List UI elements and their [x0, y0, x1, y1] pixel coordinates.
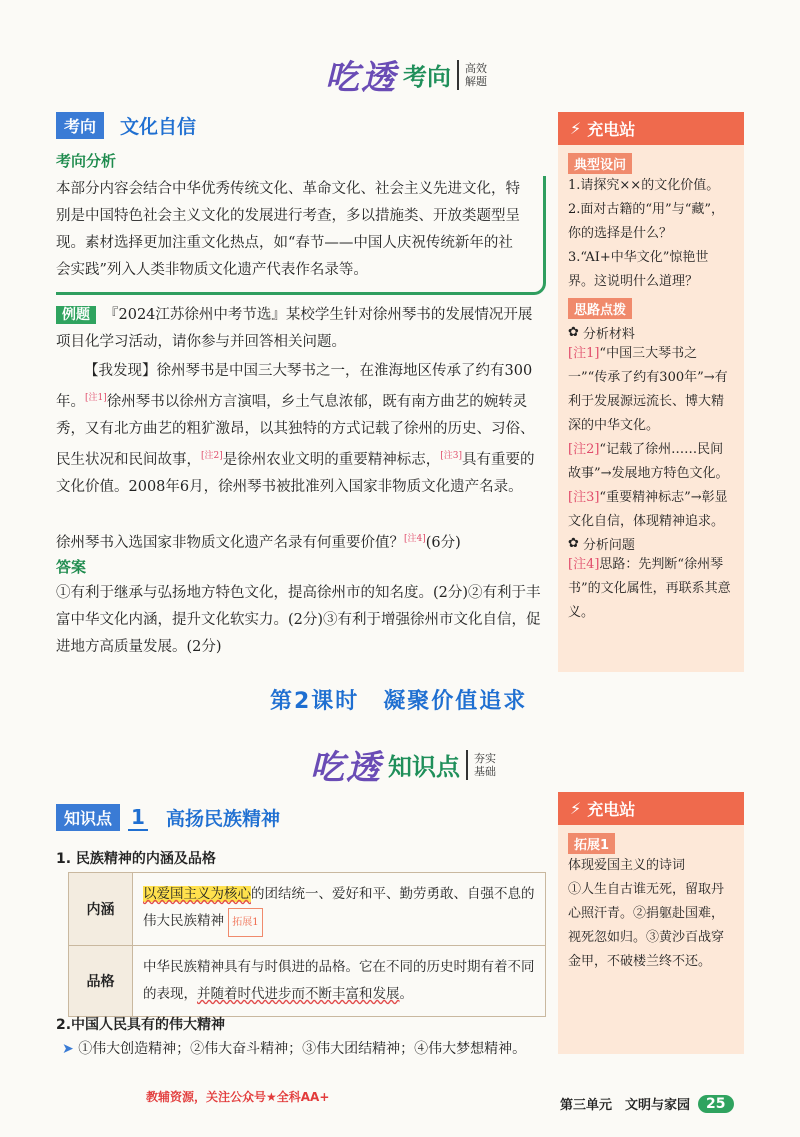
answer-text: ①有利于继承与弘扬地方特色文化，提高徐州市的知名度。(2分)②有利于丰富中华文化内涵，提升文化软实力。(2分)③有利于增强徐州市文化自信，促进地方高质量发展。(2分) — [56, 585, 541, 655]
expand-tag: 拓展1 — [568, 833, 615, 854]
typical-q1: 1.请探究××的文化价值。 — [568, 178, 720, 193]
knowledge-number: 1 — [128, 805, 148, 831]
typical-question-tag: 典型设问 — [568, 153, 632, 174]
gear-icon: ✿ — [568, 325, 579, 340]
brand-logo: 吃透 — [310, 748, 382, 788]
knowledge-sub1: 1. 民族精神的内涵及品格 — [56, 851, 216, 867]
row-head-pinge: 品格 — [69, 946, 133, 1017]
section-heading — [56, 112, 196, 139]
analysis-heading: 考向分析 — [56, 152, 117, 170]
row-body-neihan: 以爱国主义为核心的团结统一、爱好和平、勤劳勇敢、自强不息的伟大民族精神 拓展1 — [133, 873, 546, 946]
note-marker-1: [注1] — [85, 393, 107, 403]
analyze-question: ✿ 分析问题 — [568, 536, 635, 553]
header-subtitle: 夯实 基础 — [474, 751, 496, 778]
example-source: 『2024江苏徐州中考节选』某校学生针对徐州琴书的发展情况开展项目化学习活动，请你参与并回答相关问题。 — [56, 307, 533, 350]
spirits-list: ➤ ①伟大创造精神；②伟大奋斗精神；③伟大团结精神；④伟大梦想精神。 — [62, 1041, 527, 1057]
sidebar-title: ⚡ 充电站 — [558, 792, 744, 825]
typical-q2: 2.面对古籍的“用”与“藏”，你的选择是什么？ — [568, 202, 724, 241]
knowledge-title: 高扬民族精神 — [165, 808, 280, 830]
knowledge-heading — [56, 804, 280, 831]
sidebar-note-4: [注4]思路：先判断“徐州琴书”的文化属性，再联系其意义。 — [568, 557, 731, 620]
header-divider — [457, 60, 459, 90]
typical-q3: 3.“AI+中华文化”惊艳世界。这说明什么道理？ — [568, 250, 709, 289]
example-intro — [56, 302, 546, 356]
header-divider — [466, 750, 468, 780]
arrow-icon: ➤ — [62, 1041, 74, 1057]
sidebar-heading: 体现爱国主义的诗词 — [568, 858, 686, 873]
analyze-material: ✿ 分析材料 — [568, 325, 635, 342]
knowledge-sub2: 2.中国人民具有的伟大精神 — [56, 1017, 226, 1033]
knowledge-tag: 知识点 — [56, 804, 120, 831]
row-head-neihan: 内涵 — [69, 873, 133, 946]
footer-note: 教辅资源，关注公众号★全科AA+ — [146, 1090, 330, 1104]
sidebar-note-1: [注1]“中国三大琴书之一”“传承了约有300年”→有利于发展源远流长、博大精深的中华文化。 — [568, 346, 728, 433]
example-question: 徐州琴书入选国家非物质文化遗产名录有何重要价值？[注4](6分) — [56, 534, 461, 551]
header-word: 考向 — [403, 63, 451, 91]
table-row — [69, 873, 546, 946]
section-header-kaoxiang — [325, 50, 489, 99]
header-word: 知识点 — [388, 753, 460, 781]
section-tag: 考向 — [56, 112, 104, 139]
sidebar-charging-station-2 — [558, 792, 744, 1054]
header-subtitle: 高效 解题 — [465, 61, 487, 88]
sidebar-charging-station — [558, 112, 744, 672]
section-header-knowledge — [310, 740, 498, 789]
lesson-title: 第2课时 凝聚价值追求 — [270, 689, 528, 714]
gear-icon: ✿ — [568, 536, 579, 551]
sidebar-title: ⚡ 充电站 — [558, 112, 744, 145]
analysis-text: 本部分内容会结合中华优秀传统文化、革命文化、社会主义先进文化，特别是中国特色社会主义文化的发展进行考查，多以措施类、开放类题型呈现。素材选择更加注重文化热点，如“春节——中国人庆祝传统新年的社会实践”列入人类非物质文化遗产代表作名录等。 — [56, 176, 546, 295]
note-marker-4: [注4] — [404, 534, 426, 544]
row-body-pinge: 中华民族精神具有与时俱进的品格。它在不同的历史时期有着不同的表现，并随着时代进步而不断丰富和发展。 — [133, 946, 546, 1017]
section-title: 文化自信 — [120, 116, 197, 138]
example-tag: 例题 — [56, 306, 96, 324]
sidebar-note-2: [注2]“记载了徐州……民间故事”→发展地方特色文化。 — [568, 442, 729, 481]
expand-tag: 拓展1 — [228, 908, 262, 937]
lightning-icon: ⚡ — [570, 119, 582, 138]
table-row — [69, 946, 546, 1017]
sidebar-note-3: [注3]“重要精神标志”→彰显文化自信，体现精神追求。 — [568, 490, 728, 529]
note-marker-3: [注3] — [440, 450, 462, 461]
note-marker-2: [注2] — [201, 450, 223, 461]
footer-unit: 第三单元 文明与家园 25 — [560, 1094, 734, 1113]
lightning-icon: ⚡ — [570, 799, 582, 818]
answer-heading: 答案 — [56, 558, 87, 576]
think-tag: 思路点拨 — [568, 298, 632, 319]
page-number: 25 — [698, 1095, 733, 1113]
knowledge-table — [68, 872, 546, 1017]
example-material: 【我发现】徐州琴书是中国三大琴书之一，在淮海地区传承了约有300年。[注1]徐州琴书以徐州方言演唱，乡土气息浓郁，既有南方曲艺的婉转灵秀，又有北方曲艺的粗犷激昂，以其独特的方式记载了徐州的历史、习俗、民生状况和民间故事，[注2]是徐州农业文明的重要精神标志，[注3]具有重要的文化价值。2008年6月，徐州琴书被批准列入国家非物质文化遗产名录。 — [56, 363, 535, 495]
brand-logo: 吃透 — [325, 58, 397, 98]
poem-text: ①人生自古谁无死，留取丹心照汗青。②捐躯赴国难，视死忽如归。③黄沙百战穿金甲，不破楼兰终不还。 — [568, 882, 725, 969]
